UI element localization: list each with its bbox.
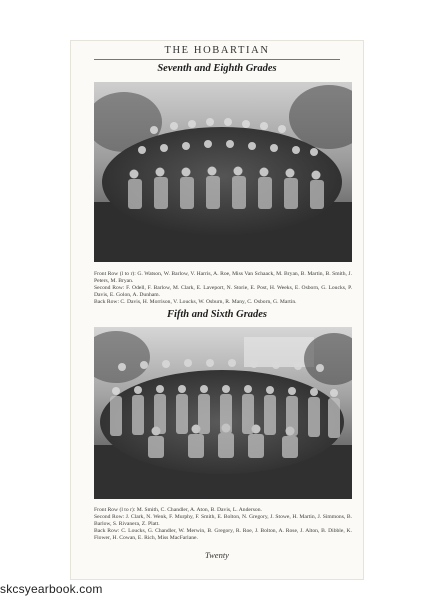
page-number: Twenty [205, 550, 229, 560]
caption-second-row: Second Row: F. Odell, F. Barlow, M. Clark, E. Laveport, N. Storie, E. Post, H. Weeks, E. Osborn, G. Loucks, P. Davis, E. Golon, A. Dunham. [94, 285, 352, 299]
section-title-fifth-sixth: Fifth and Sixth Grades [166, 309, 268, 320]
site-watermark: skcsyearbook.com [0, 582, 103, 596]
class-photo-fifth-sixth [94, 327, 352, 499]
class-photo-seventh-eighth [94, 82, 352, 262]
caption-front-row: Front Row (l to r): M. Smith, C. Chandler, A. Aton, B. Davis, L. Anderson. [94, 507, 262, 513]
caption-back-row: Back Row: C. Davis, H. Morrison, V. Loucks, W. Osburn, R. Many, C. Osborn, G. Martin. [94, 299, 297, 306]
caption-second-row: Second Row: J. Clark, N. Wenk, F. Murphy, F. Smith, E. Bolton, N. Gregory, J. Stowe, H. Martin, J. Simmons, B. Barlow, S. Rivanera, Z. Platt. [94, 514, 352, 528]
caption-front-row: Front Row (l to r): G. Watson, W. Barlow, V. Harris, A. Roe, Miss Van Schaack, M. Bryan, B. Martin, B. Smith, J. Peters, M. Bryan. [94, 271, 352, 285]
caption-fifth-sixth [94, 507, 352, 542]
photo-image [94, 327, 352, 499]
photo-image [94, 82, 352, 262]
page-header: THE HOBARTIAN [164, 45, 270, 56]
yearbook-page [70, 40, 364, 580]
section-title-seventh-eighth: Seventh and Eighth Grades [157, 63, 277, 74]
caption-seventh-eighth [94, 271, 352, 306]
header-rule [94, 59, 340, 60]
caption-back-row: Back Row: C. Loucks, G. Chandler, W. Merwin, B. Gregory, R. Roe, J. Bolton, A. Rose, J. Alton, B. Dibble, K. Flower, H. Cowan, E. Rich, Miss MacFarlane. [94, 528, 352, 542]
